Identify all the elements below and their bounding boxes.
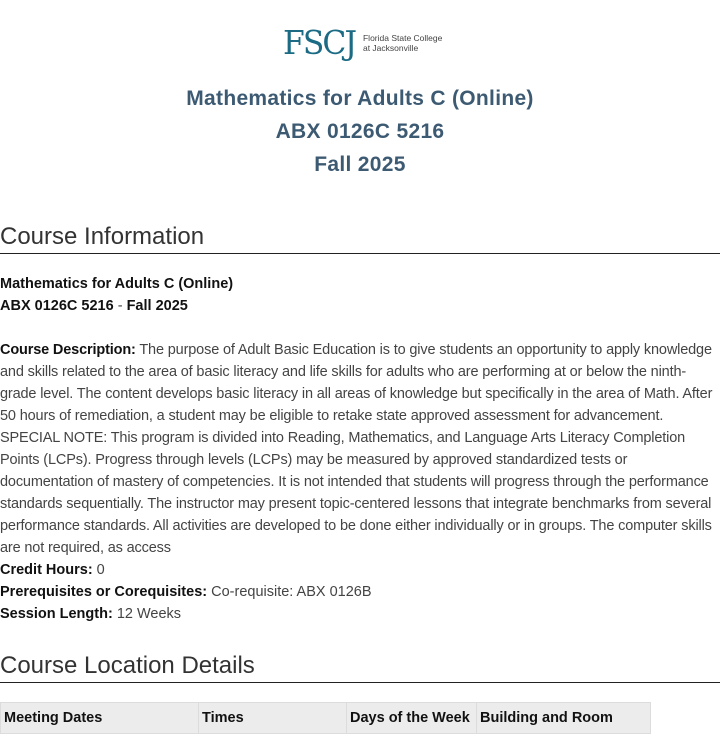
term: Fall 2025	[314, 153, 406, 176]
logo-line-2: at Jacksonville	[362, 43, 419, 53]
course-description	[0, 339, 718, 559]
fscj-logo	[283, 23, 443, 62]
table-header-row	[1, 703, 651, 734]
separator: -	[113, 298, 127, 314]
logo-line-1: Florida State College	[362, 33, 443, 43]
course-summary	[0, 273, 720, 317]
page-title-block	[0, 82, 720, 181]
column-days-of-week: Days of the Week	[347, 703, 477, 734]
session-length-row	[0, 603, 720, 625]
course-term: Fall 2025	[126, 298, 188, 314]
column-times: Times	[199, 703, 347, 734]
course-title: Mathematics for Adults C (Online)	[0, 276, 234, 292]
credit-hours-value: 0	[92, 562, 105, 578]
course-location-table	[0, 702, 651, 734]
session-length-label: Session Length:	[0, 606, 113, 622]
credit-hours-row	[0, 559, 720, 581]
course-description-label: Course Description:	[0, 342, 136, 358]
logo-text	[363, 33, 442, 53]
prerequisites-row	[0, 581, 720, 603]
prerequisites-label: Prerequisites or Corequisites:	[0, 584, 208, 600]
column-building-room: Building and Room	[477, 703, 651, 734]
course-meta	[0, 559, 720, 625]
course-information-heading: Course Information	[0, 223, 720, 254]
session-length-value: 12 Weeks	[112, 606, 182, 622]
course-description-text: The purpose of Adult Basic Education is to give students an opportunity to apply knowledge and skills related to the area of basic literacy and life skills for adults who are performing at or below the ninth-grade level. The content develops basic literacy in all areas of knowledge but specifically in the area of Math. After 50 hours of remediation, a student may be eligible to retake state approved assessment for advancement. SPECIAL NOTE: This program is divided into Reading, Mathematics, and Language Arts Literacy Completion Points (LCPs). Progress through levels (LCPs) may be measured by approved standardized tests or documentation of mastery of competencies. It is not intended that students will progress through the performance standards sequentially. The instructor may present topic-centered lessons that integrate benchmarks from several performance standards. All activities are developed to be done either individually or in groups. The computer skills are not required, as access	[0, 342, 713, 556]
prerequisites-value: Co-requisite: ABX 0126B	[207, 584, 372, 600]
column-meeting-dates: Meeting Dates	[1, 703, 199, 734]
course-code-text: ABX 0126C 5216	[0, 298, 114, 314]
course-code: ABX 0126C 5216	[275, 120, 445, 143]
logo-mark: FSCJ	[283, 23, 356, 62]
course-location-heading: Course Location Details	[0, 652, 720, 683]
page-title: Mathematics for Adults C (Online)	[186, 87, 534, 110]
credit-hours-label: Credit Hours:	[0, 562, 93, 578]
